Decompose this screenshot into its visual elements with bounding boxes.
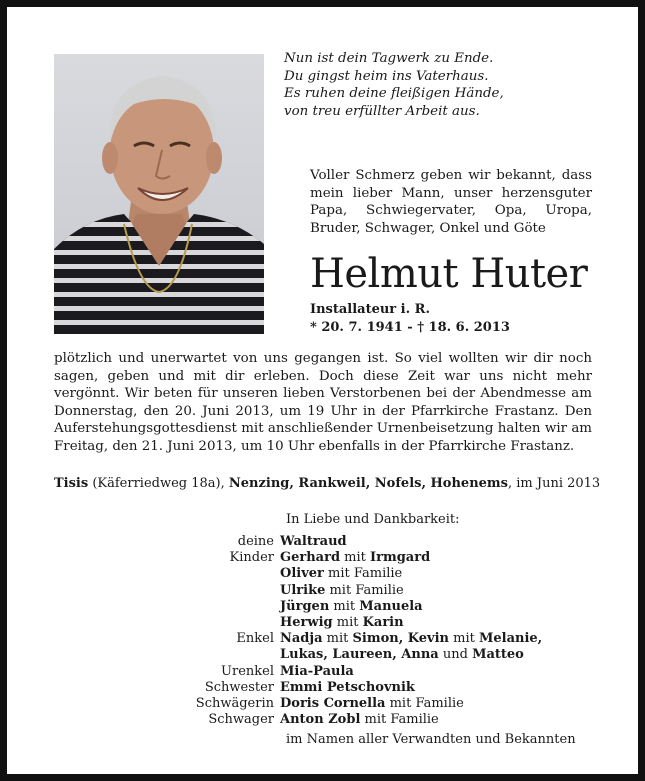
relation-label — [7, 599, 280, 615]
connector-text: mit — [449, 631, 479, 647]
relative-names — [280, 550, 430, 566]
family-row — [7, 615, 638, 631]
relative-name: Oliver — [280, 566, 324, 582]
relative-name: Waltraud — [280, 534, 347, 549]
relative-name: Doris Cornella — [280, 695, 386, 711]
relation-label — [7, 566, 280, 582]
place-segment: (Käferriedweg 18a), — [88, 476, 229, 491]
connector-text: mit Familie — [360, 712, 439, 728]
relative-name: Jürgen — [280, 598, 330, 614]
relative-name: Emmi Petschovnik — [280, 679, 415, 695]
relative-name: Anton Zobl — [280, 712, 361, 728]
connector-text: mit — [329, 598, 360, 614]
obituary-card — [7, 7, 638, 774]
relative-name: Manuela — [359, 598, 423, 614]
family-row — [7, 712, 638, 728]
family-row — [7, 566, 638, 582]
place-segment: , im Juni 2013 — [507, 476, 601, 491]
family-closing: im Namen aller Verwandten und Bekannten — [286, 732, 576, 747]
relative-name: Simon, Kevin — [352, 631, 449, 647]
relation-label — [7, 583, 280, 599]
place-segment: Nenzing, Rankweil, Nofels, Hohenems — [228, 476, 508, 491]
family-intro: In Liebe und Dankbarkeit: — [286, 512, 460, 527]
poem — [284, 50, 504, 120]
relative-name: Matteo — [472, 647, 524, 663]
relation-label: deine — [237, 534, 274, 549]
relative-names — [280, 566, 402, 582]
relative-name: Gerhard — [280, 550, 341, 566]
relation-label: Urenkel — [221, 663, 274, 679]
deceased-occupation: Installateur i. R. — [310, 302, 431, 317]
life-dates: * 20. 7. 1941 - † 18. 6. 2013 — [310, 320, 510, 335]
family-row — [7, 696, 638, 712]
relative-names — [280, 680, 415, 696]
relative-name: Irmgard — [370, 550, 431, 566]
relative-names — [280, 615, 404, 631]
relative-names — [280, 534, 347, 550]
relation-label: Enkel — [236, 631, 274, 647]
family-row — [7, 631, 638, 647]
relation-label: Schwester — [204, 679, 274, 695]
connector-text: mit Familie — [385, 695, 464, 711]
relative-names — [280, 631, 542, 647]
relation-label — [7, 647, 280, 663]
intro-text: Voller Schmerz geben wir bekannt, dass mein lieber Mann, unser herzensguter Papa, Schwiegervater, Opa, Uropa, Bruder, Schwager, Onkel und Göte — [310, 168, 592, 236]
announcement-text: plötzlich und unerwartet von uns gegangen ist. So viel wollten wir dir noch sagen, geben und mit dir erleben. Doch diese Zeit war uns nicht mehr vergönnt. Wir beten für unseren lieben Verstorbenen bei der Abendmesse am Donnerstag, den 20. Juni 2013, um 19 Uhr in der Pfarrkirche Frastanz. Den Auferstehungsgottesdienst mit anschließender Urnenbeisetzung halten wir am Freitag, den 21. Juni 2013, um 10 Uhr ebenfalls in der Pfarrkirche Frastanz. — [54, 351, 592, 454]
relation-label: Schwager — [208, 712, 274, 728]
relation-label — [7, 615, 280, 631]
connector-text: mit Familie — [325, 582, 404, 598]
relation-label: Kinder — [229, 550, 274, 566]
family-row — [7, 583, 638, 599]
relation-label: Schwägerin — [195, 695, 274, 711]
poem-line: von treu erfüllter Arbeit aus. — [284, 103, 480, 119]
family-row — [7, 599, 638, 615]
connector-text: mit — [332, 614, 363, 630]
relative-name: Nadja — [280, 631, 323, 647]
relative-name: Mia-Paula — [280, 663, 354, 679]
place-segment: Tisis — [54, 476, 89, 491]
portrait-photo — [54, 54, 264, 334]
connector-text: mit Familie — [323, 566, 403, 582]
family-row — [7, 534, 638, 550]
poem-line: Nun ist dein Tagwerk zu Ende. — [284, 51, 494, 66]
relative-name: Lukas, Laureen, Anna — [280, 647, 439, 663]
family-row — [7, 664, 638, 680]
relative-names — [280, 583, 404, 599]
poem-line: Du gingst heim ins Vaterhaus. — [284, 68, 489, 84]
relative-names — [280, 599, 423, 615]
connector-text: mit — [322, 631, 353, 647]
relative-names — [280, 696, 464, 712]
relative-names — [280, 712, 439, 728]
relative-name: Herwig — [280, 614, 333, 630]
relative-name: Ulrike — [280, 582, 326, 598]
family-row — [7, 647, 638, 663]
relative-name: Melanie, — [478, 631, 543, 647]
connector-text: mit — [340, 550, 371, 566]
family-row — [7, 680, 638, 696]
relative-name: Karin — [362, 614, 404, 630]
family-rows — [7, 534, 638, 728]
relative-names — [280, 664, 354, 680]
relative-names — [280, 647, 524, 663]
connector-text: und — [438, 647, 473, 663]
portrait-illustration — [54, 54, 264, 334]
deceased-name: Helmut Huter — [310, 251, 588, 297]
place-date-line — [54, 475, 614, 492]
poem-line: Es ruhen deine fleißigen Hände, — [284, 86, 504, 101]
family-row — [7, 550, 638, 566]
